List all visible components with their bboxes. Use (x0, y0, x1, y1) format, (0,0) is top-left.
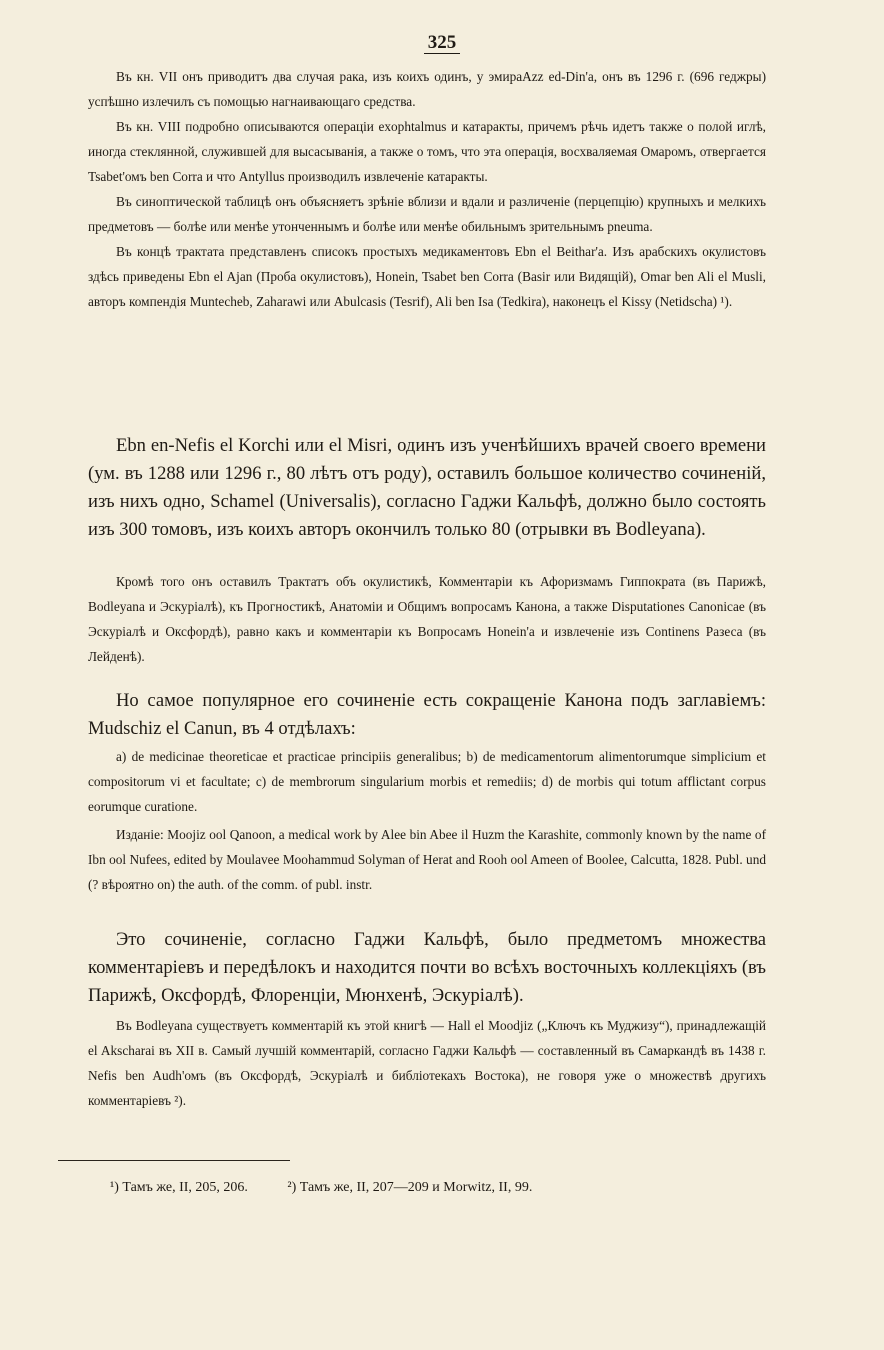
paragraph: Въ синоптической таблицѣ онъ объясняетъ зрѣніе вблизи и вдали и различеніе (перцепцію) крупныхъ и мелкихъ предметовъ — болѣе или менѣе утонченнымъ и болѣе или менѣе обильнымъ зрительнымъ pneuma. (88, 194, 766, 234)
paragraph: Въ кн. VIII подробно описываются операціи exophtalmus и катаракты, причемъ рѣчь идетъ также о полой иглѣ, иногда стеклянной, служившей для высасыванія, а также о томъ, что эта операція, восхваляемая Омаромъ, отвергается Tsabet'омъ ben Corra и что Antyllus производилъ извлеченіе катаракты. (88, 119, 766, 184)
paragraph: Изданіе: Moojiz ool Qanoon, a medical work by Alee bin Abee il Huzm the Karashite, commonly known by the name of Ibn ool Nufees, edited by Moulavee Moohammud Solyman of Herat and Rooh ool Ameen of Boolee, Calcutta, 1828. Publ. und (? вѣроятно on) the auth. of the comm. of publ. instr. (88, 827, 766, 892)
paragraph: Это сочиненіе, согласно Гаджи Кальфѣ, было предметомъ множества комментаріевъ и передѣлокъ и находится почти во всѣхъ восточныхъ коллекціяхъ (въ Парижѣ, Оксфордѣ, Флоренціи, Мюнхенѣ, Эскуріалѣ). (88, 929, 766, 1006)
page-number: 325 (0, 32, 884, 54)
footnote-1: ¹) Тамъ же, II, 205, 206. (110, 1180, 248, 1195)
paragraph: Но самое популярное его сочиненіе есть сокращеніе Канона подъ заглавіемъ: Mudschiz el Canun, въ 4 отдѣлахъ: (88, 690, 766, 739)
paragraph: a) de medicinae theoreticae et practicae principiis generalibus; b) de medicamentorum alimentorumque simplicium et compositorum vi et facultate; c) de membrorum singularium morbis et remediis; d) de morbis qui totum afflictant corpus eorumque curatione. (88, 749, 766, 814)
sections-list (88, 744, 766, 819)
paragraph: Въ кн. VII онъ приводитъ два случая рака, изъ коихъ одинъ, у эмираAzz ed-Din'a, онъ въ 1296 г. (696 геджры) успѣшно излечилъ съ помощью нагнаивающаго средства. (88, 69, 766, 109)
footnote-2: ²) Тамъ же, II, 207—209 и Morwitz, II, 99. (287, 1180, 533, 1195)
footnote-divider (58, 1160, 290, 1161)
mudschiz-paragraph (88, 687, 766, 743)
paragraph: Ebn en-Nefis el Korchi или el Misri, одинъ изъ ученѣйшихъ врачей своего времени (ум. въ 1288 или 1296 г., 80 лѣтъ отъ роду), оставилъ большое количество сочиненій, изъ нихъ одно, Schamel (Universalis), согласно Гаджи Кальфѣ, должно было состоять изъ 300 томовъ, изъ коихъ авторъ окончилъ только 80 (отрывки въ Bodleyana). (88, 435, 766, 540)
opening-paragraphs (88, 64, 766, 314)
paragraph: Въ концѣ трактата представленъ списокъ простыхъ медикаментовъ Ebn el Beithar'a. Изъ арабскихъ окулистовъ здѣсь приведены Ebn el Ajan (Проба окулистовъ), Honein, Tsabet ben Corra (Basir или Видящій), Omar ben Ali el Musli, авторъ компендія Muntecheb, Zaharawi или Abulcasis (Tesrif), Ali ben Isa (Tedkira), наконецъ el Kissy (Netidscha) ¹). (88, 244, 766, 309)
footnotes (110, 1180, 810, 1196)
bodleyana-paragraph (88, 1013, 766, 1113)
paragraph: Кромѣ того онъ оставилъ Трактатъ объ окулистикѣ, Комментаріи къ Афоризмамъ Гиппократа (въ Парижѣ, Bodleyana и Эскуріалѣ), къ Прогностикѣ, Анатоміи и Общимъ вопросамъ Канона, а также Disputationes Canonicae (въ Эскуріалѣ и Оксфордѣ), равно какъ и комментаріи къ Вопросамъ Honein'a и извлеченіе изъ Continens Разеса (въ Лейденѣ). (88, 574, 766, 664)
edition-paragraph (88, 822, 766, 897)
other-works-paragraph (88, 569, 766, 669)
commentaries-paragraph (88, 926, 766, 1010)
paragraph: Въ Bodleyana существуетъ комментарій къ этой книгѣ — Hall el Moodjiz („Ключъ къ Муджизу“), принадлежащій el Akscharai въ XII в. Самый лучшій комментарій, согласно Гаджи Кальфѣ — составленный въ Самаркандѣ въ 1438 г. Nefis ben Audh'омъ (въ Оксфордѣ, Эскуріалѣ и библіотекахъ Востока), не говоря уже о множествѣ другихъ комментаріевъ ²). (88, 1018, 766, 1108)
ebn-en-nefis-section (88, 432, 766, 544)
